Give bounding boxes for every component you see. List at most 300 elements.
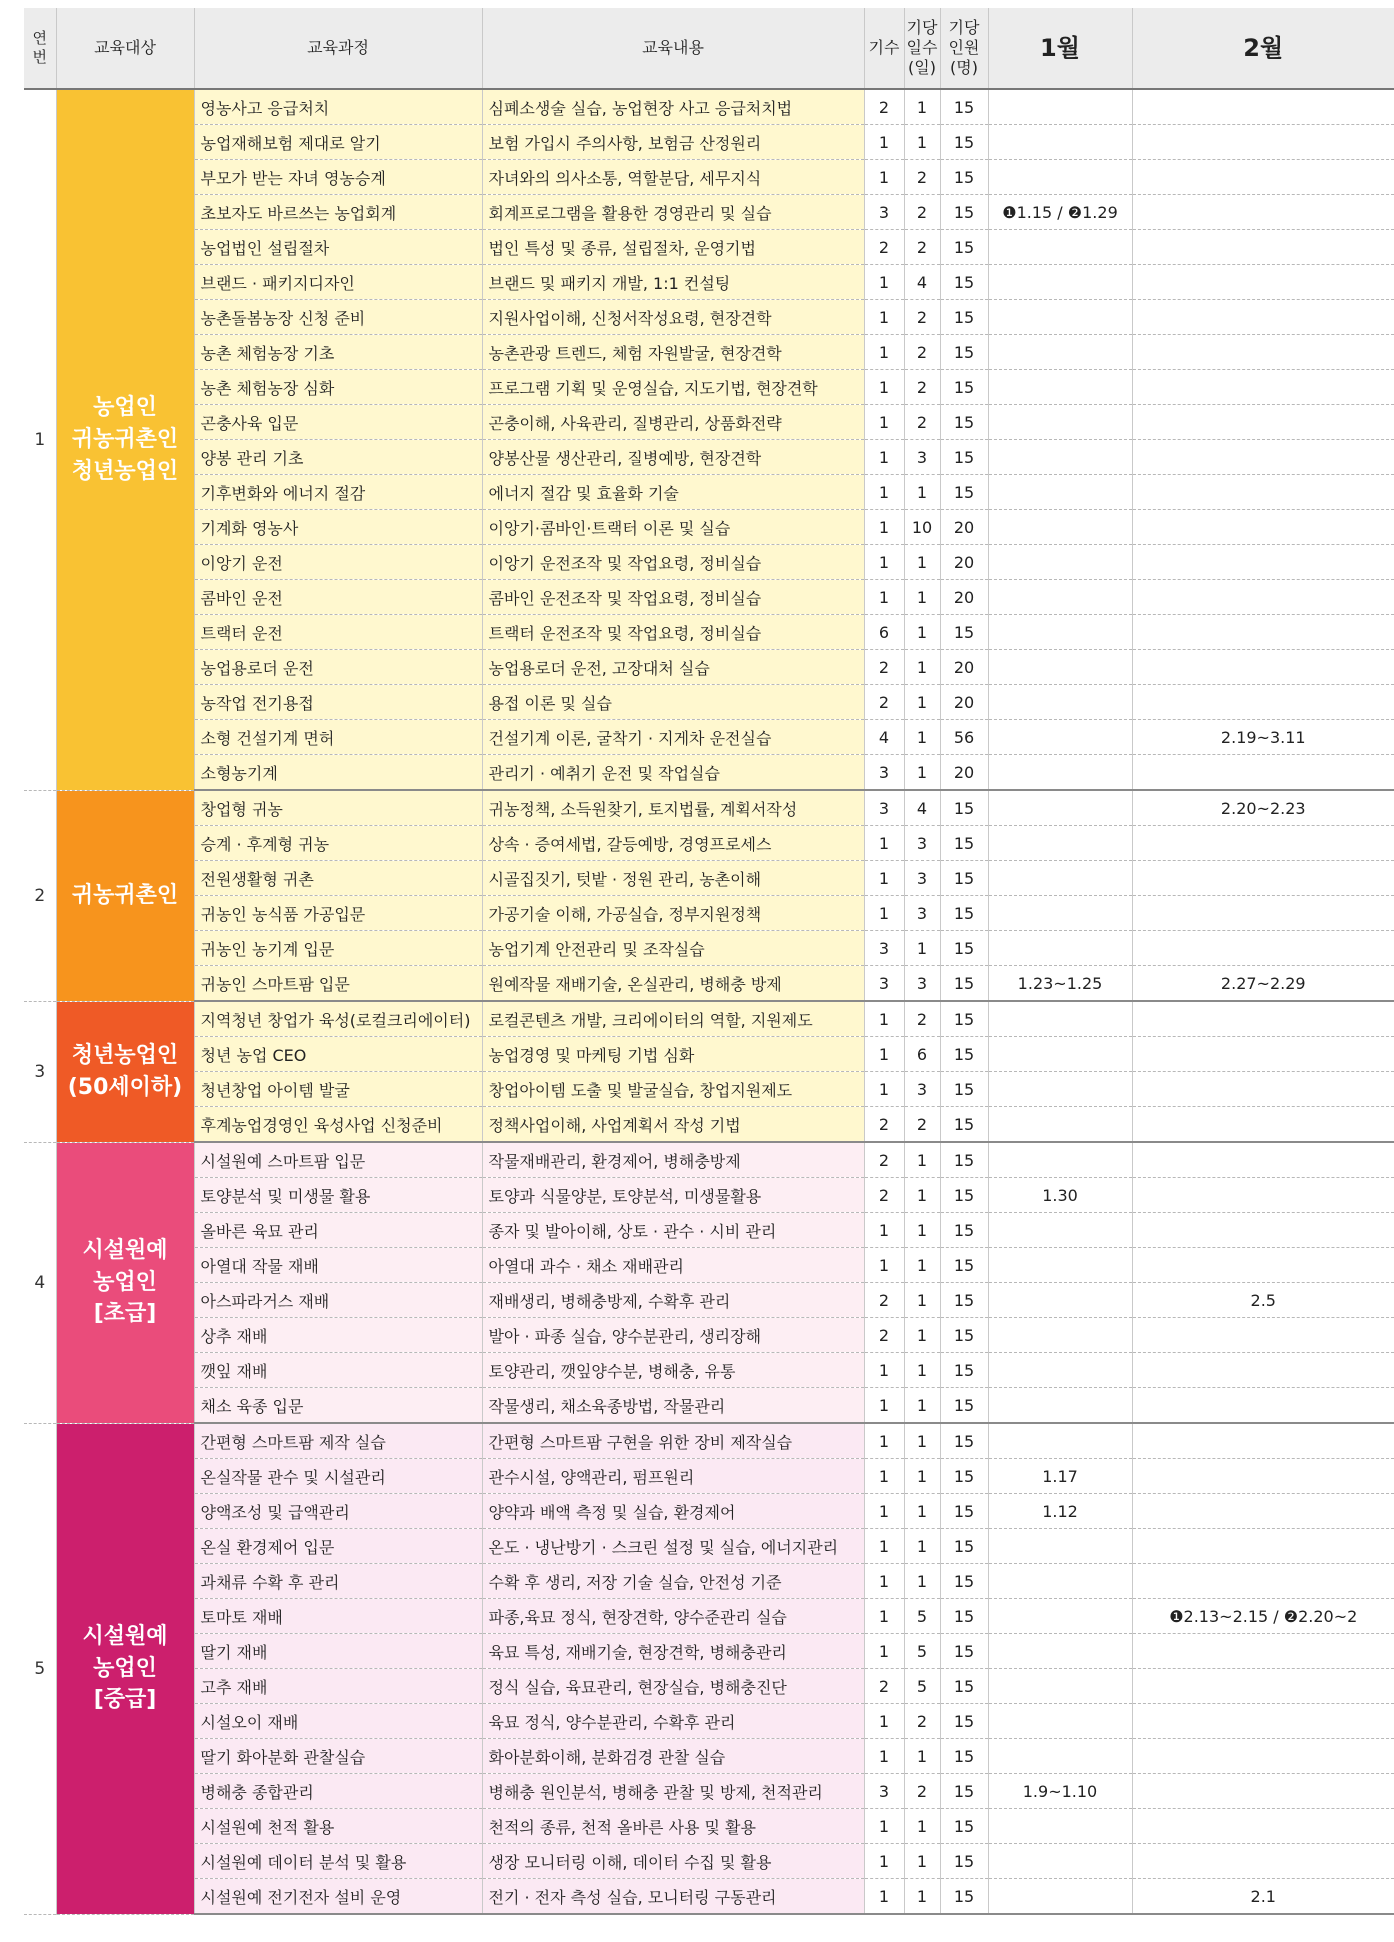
sessions-cell: 2 xyxy=(864,1318,904,1353)
course-cell: 토양분석 및 미생물 활용 xyxy=(194,1178,482,1213)
jan-date-cell xyxy=(988,1142,1132,1178)
content-cell: 파종,육묘 정식, 현장견학, 양수준관리 실습 xyxy=(482,1599,864,1634)
table-row xyxy=(24,1248,1394,1283)
people-cell: 15 xyxy=(940,615,988,650)
content-cell: 작물재배관리, 환경제어, 병해충방제 xyxy=(482,1142,864,1178)
days-cell: 3 xyxy=(904,966,940,1002)
feb-date-cell xyxy=(1132,1248,1394,1283)
table-row xyxy=(24,1669,1394,1704)
course-cell: 부모가 받는 자녀 영농승계 xyxy=(194,160,482,195)
days-cell: 1 xyxy=(904,89,940,125)
course-cell: 청년창업 아이템 발굴 xyxy=(194,1072,482,1107)
schedule-table xyxy=(24,8,1394,1915)
feb-date-cell xyxy=(1132,1107,1394,1143)
days-cell: 5 xyxy=(904,1599,940,1634)
feb-date-cell: 2.27~2.29 xyxy=(1132,966,1394,1002)
jan-date-cell xyxy=(988,265,1132,300)
content-cell: 프로그램 기획 및 운영실습, 지도기법, 현장견학 xyxy=(482,370,864,405)
jan-date-cell xyxy=(988,1353,1132,1388)
table-row xyxy=(24,1494,1394,1529)
jan-date-cell xyxy=(988,1529,1132,1564)
education-schedule-sheet xyxy=(24,8,1394,1928)
days-cell: 3 xyxy=(904,896,940,931)
people-cell: 15 xyxy=(940,1459,988,1494)
feb-date-cell xyxy=(1132,755,1394,791)
feb-date-cell xyxy=(1132,1529,1394,1564)
table-row xyxy=(24,405,1394,440)
course-cell: 초보자도 바르쓰는 농업회계 xyxy=(194,195,482,230)
people-cell: 15 xyxy=(940,826,988,861)
jan-date-cell xyxy=(988,1879,1132,1915)
header-sessions: 기수 xyxy=(864,8,904,89)
content-cell: 간편형 스마트팜 구현을 위한 장비 제작실습 xyxy=(482,1423,864,1459)
course-cell: 귀농인 농식품 가공입문 xyxy=(194,896,482,931)
people-cell: 15 xyxy=(940,1107,988,1143)
sessions-cell: 1 xyxy=(864,475,904,510)
course-cell: 귀농인 스마트팜 입문 xyxy=(194,966,482,1002)
table-row xyxy=(24,265,1394,300)
people-cell: 15 xyxy=(940,125,988,160)
content-cell: 종자 및 발아이해, 상토 · 관수 · 시비 관리 xyxy=(482,1213,864,1248)
people-cell: 15 xyxy=(940,1037,988,1072)
content-cell: 토양관리, 깻잎양수분, 병해충, 유통 xyxy=(482,1353,864,1388)
table-row xyxy=(24,1318,1394,1353)
sessions-cell: 1 xyxy=(864,1072,904,1107)
course-cell: 온실작물 관수 및 시설관리 xyxy=(194,1459,482,1494)
sessions-cell: 1 xyxy=(864,1388,904,1424)
jan-date-cell xyxy=(988,650,1132,685)
table-row xyxy=(24,896,1394,931)
jan-date-cell: ❶1.15 / ❷1.29 xyxy=(988,195,1132,230)
jan-date-cell xyxy=(988,1844,1132,1879)
sessions-cell: 1 xyxy=(864,1844,904,1879)
people-cell: 15 xyxy=(940,1809,988,1844)
people-cell: 15 xyxy=(940,1774,988,1809)
content-cell: 농업기계 안전관리 및 조작실습 xyxy=(482,931,864,966)
feb-date-cell: ❶2.13~2.15 / ❷2.20~2 xyxy=(1132,1599,1394,1634)
content-cell: 트랙터 운전조작 및 작업요령, 정비실습 xyxy=(482,615,864,650)
sessions-cell: 1 xyxy=(864,265,904,300)
course-cell: 이앙기 운전 xyxy=(194,545,482,580)
course-cell: 트랙터 운전 xyxy=(194,615,482,650)
jan-date-cell xyxy=(988,1599,1132,1634)
content-cell: 육묘 정식, 양수분관리, 수확후 관리 xyxy=(482,1704,864,1739)
days-cell: 1 xyxy=(904,755,940,791)
sessions-cell: 1 xyxy=(864,370,904,405)
sessions-cell: 1 xyxy=(864,1704,904,1739)
table-row xyxy=(24,966,1394,1002)
sessions-cell: 1 xyxy=(864,1809,904,1844)
jan-date-cell xyxy=(988,580,1132,615)
course-cell: 시설원예 전기전자 설비 운영 xyxy=(194,1879,482,1915)
course-cell: 시설원예 데이터 분석 및 활용 xyxy=(194,1844,482,1879)
people-cell: 15 xyxy=(940,931,988,966)
table-row xyxy=(24,685,1394,720)
jan-date-cell: 1.23~1.25 xyxy=(988,966,1132,1002)
table-row xyxy=(24,195,1394,230)
content-cell: 에너지 절감 및 효율화 기술 xyxy=(482,475,864,510)
content-cell: 회계프로그램을 활용한 경영관리 및 실습 xyxy=(482,195,864,230)
table-row xyxy=(24,720,1394,755)
header-jan: 1월 xyxy=(988,8,1132,89)
content-cell: 온도 · 냉난방기 · 스크린 설정 및 실습, 에너지관리 xyxy=(482,1529,864,1564)
feb-date-cell xyxy=(1132,580,1394,615)
days-cell: 4 xyxy=(904,265,940,300)
course-cell: 승계 · 후계형 귀농 xyxy=(194,826,482,861)
table-row xyxy=(24,1142,1394,1178)
table-row xyxy=(24,475,1394,510)
content-cell: 건설기계 이론, 굴착기 · 지게차 운전실습 xyxy=(482,720,864,755)
feb-date-cell xyxy=(1132,405,1394,440)
content-cell: 이앙기 운전조작 및 작업요령, 정비실습 xyxy=(482,545,864,580)
jan-date-cell xyxy=(988,896,1132,931)
jan-date-cell xyxy=(988,1704,1132,1739)
feb-date-cell xyxy=(1132,545,1394,580)
people-cell: 20 xyxy=(940,545,988,580)
sessions-cell: 4 xyxy=(864,720,904,755)
sessions-cell: 1 xyxy=(864,1599,904,1634)
days-cell: 3 xyxy=(904,1072,940,1107)
sessions-cell: 1 xyxy=(864,1001,904,1037)
people-cell: 15 xyxy=(940,300,988,335)
feb-date-cell xyxy=(1132,125,1394,160)
sessions-cell: 3 xyxy=(864,931,904,966)
course-cell: 과채류 수확 후 관리 xyxy=(194,1564,482,1599)
table-row xyxy=(24,755,1394,791)
jan-date-cell xyxy=(988,510,1132,545)
days-cell: 1 xyxy=(904,1248,940,1283)
people-cell: 15 xyxy=(940,195,988,230)
days-cell: 2 xyxy=(904,1001,940,1037)
header-course: 교육과정 xyxy=(194,8,482,89)
sessions-cell: 1 xyxy=(864,510,904,545)
content-cell: 육묘 특성, 재배기술, 현장견학, 병해충관리 xyxy=(482,1634,864,1669)
sessions-cell: 1 xyxy=(864,405,904,440)
feb-date-cell xyxy=(1132,1178,1394,1213)
days-cell: 2 xyxy=(904,160,940,195)
table-row xyxy=(24,1001,1394,1037)
jan-date-cell xyxy=(988,1072,1132,1107)
people-cell: 15 xyxy=(940,1704,988,1739)
people-cell: 20 xyxy=(940,580,988,615)
feb-date-cell xyxy=(1132,1423,1394,1459)
people-cell: 20 xyxy=(940,685,988,720)
group-target-label: 시설원예 농업인 [중급] xyxy=(56,1423,194,1914)
sessions-cell: 1 xyxy=(864,1494,904,1529)
content-cell: 전기 · 전자 측성 실습, 모니터링 구동관리 xyxy=(482,1879,864,1915)
course-cell: 양액조성 및 급액관리 xyxy=(194,1494,482,1529)
content-cell: 원예작물 재배기술, 온실관리, 병해충 방제 xyxy=(482,966,864,1002)
course-cell: 영농사고 응급처치 xyxy=(194,89,482,125)
days-cell: 1 xyxy=(904,720,940,755)
feb-date-cell xyxy=(1132,265,1394,300)
people-cell: 15 xyxy=(940,1142,988,1178)
days-cell: 1 xyxy=(904,1283,940,1318)
content-cell: 가공기술 이해, 가공실습, 정부지원정책 xyxy=(482,896,864,931)
jan-date-cell xyxy=(988,1037,1132,1072)
people-cell: 15 xyxy=(940,440,988,475)
people-cell: 15 xyxy=(940,230,988,265)
days-cell: 1 xyxy=(904,1879,940,1915)
days-cell: 1 xyxy=(904,1529,940,1564)
content-cell: 농촌관광 트렌드, 체험 자원발굴, 현장견학 xyxy=(482,335,864,370)
people-cell: 20 xyxy=(940,755,988,791)
sessions-cell: 2 xyxy=(864,685,904,720)
people-cell: 20 xyxy=(940,510,988,545)
table-row xyxy=(24,1529,1394,1564)
course-cell: 기후변화와 에너지 절감 xyxy=(194,475,482,510)
table-row xyxy=(24,160,1394,195)
jan-date-cell xyxy=(988,405,1132,440)
table-row xyxy=(24,335,1394,370)
sessions-cell: 3 xyxy=(864,195,904,230)
sessions-cell: 2 xyxy=(864,1142,904,1178)
days-cell: 2 xyxy=(904,370,940,405)
content-cell: 관리기 · 예취기 운전 및 작업실습 xyxy=(482,755,864,791)
days-cell: 10 xyxy=(904,510,940,545)
content-cell: 토양과 식물양분, 토양분석, 미생물활용 xyxy=(482,1178,864,1213)
feb-date-cell xyxy=(1132,826,1394,861)
content-cell: 자녀와의 의사소통, 역할분담, 세무지식 xyxy=(482,160,864,195)
content-cell: 곤충이해, 사육관리, 질병관리, 상품화전략 xyxy=(482,405,864,440)
content-cell: 농업용로더 운전, 고장대처 실습 xyxy=(482,650,864,685)
content-cell: 아열대 과수 · 채소 재배관리 xyxy=(482,1248,864,1283)
sessions-cell: 2 xyxy=(864,1669,904,1704)
sessions-cell: 2 xyxy=(864,1283,904,1318)
content-cell: 양약과 배액 측정 및 실습, 환경제어 xyxy=(482,1494,864,1529)
people-cell: 15 xyxy=(940,335,988,370)
sessions-cell: 3 xyxy=(864,1774,904,1809)
days-cell: 3 xyxy=(904,826,940,861)
jan-date-cell xyxy=(988,1809,1132,1844)
days-cell: 1 xyxy=(904,650,940,685)
feb-date-cell xyxy=(1132,335,1394,370)
table-row xyxy=(24,650,1394,685)
people-cell: 15 xyxy=(940,1001,988,1037)
jan-date-cell xyxy=(988,1248,1132,1283)
group-number: 3 xyxy=(24,1001,56,1142)
content-cell: 귀농정책, 소득원찾기, 토지법률, 계획서작성 xyxy=(482,790,864,826)
days-cell: 3 xyxy=(904,440,940,475)
content-cell: 이앙기·콤바인·트랙터 이론 및 실습 xyxy=(482,510,864,545)
jan-date-cell xyxy=(988,826,1132,861)
feb-date-cell xyxy=(1132,1739,1394,1774)
days-cell: 1 xyxy=(904,931,940,966)
sessions-cell: 3 xyxy=(864,966,904,1002)
people-cell: 15 xyxy=(940,966,988,1002)
feb-date-cell xyxy=(1132,1704,1394,1739)
course-cell: 시설원예 스마트팜 입문 xyxy=(194,1142,482,1178)
jan-date-cell xyxy=(988,790,1132,826)
sessions-cell: 1 xyxy=(864,1037,904,1072)
sessions-cell: 1 xyxy=(864,896,904,931)
content-cell: 천적의 종류, 천적 올바른 사용 및 활용 xyxy=(482,1809,864,1844)
days-cell: 2 xyxy=(904,1774,940,1809)
table-row xyxy=(24,1844,1394,1879)
table-row xyxy=(24,1459,1394,1494)
table-row xyxy=(24,1809,1394,1844)
days-cell: 3 xyxy=(904,861,940,896)
course-cell: 간편형 스마트팜 제작 실습 xyxy=(194,1423,482,1459)
feb-date-cell xyxy=(1132,440,1394,475)
jan-date-cell xyxy=(988,615,1132,650)
jan-date-cell: 1.9~1.10 xyxy=(988,1774,1132,1809)
sessions-cell: 3 xyxy=(864,790,904,826)
feb-date-cell xyxy=(1132,1388,1394,1424)
course-cell: 온실 환경제어 입문 xyxy=(194,1529,482,1564)
table-row xyxy=(24,1599,1394,1634)
sessions-cell: 1 xyxy=(864,1423,904,1459)
people-cell: 15 xyxy=(940,1669,988,1704)
people-cell: 15 xyxy=(940,370,988,405)
course-cell: 농촌돌봄농장 신청 준비 xyxy=(194,300,482,335)
sessions-cell: 6 xyxy=(864,615,904,650)
content-cell: 콤바인 운전조작 및 작업요령, 정비실습 xyxy=(482,580,864,615)
feb-date-cell xyxy=(1132,160,1394,195)
course-cell: 농촌 체험농장 심화 xyxy=(194,370,482,405)
sessions-cell: 1 xyxy=(864,1213,904,1248)
sessions-cell: 3 xyxy=(864,755,904,791)
table-row xyxy=(24,1072,1394,1107)
jan-date-cell xyxy=(988,300,1132,335)
course-cell: 농업재해보험 제대로 알기 xyxy=(194,125,482,160)
jan-date-cell xyxy=(988,89,1132,125)
people-cell: 15 xyxy=(940,1283,988,1318)
people-cell: 15 xyxy=(940,790,988,826)
content-cell: 용접 이론 및 실습 xyxy=(482,685,864,720)
people-cell: 15 xyxy=(940,861,988,896)
jan-date-cell xyxy=(988,545,1132,580)
course-cell: 시설원예 천적 활용 xyxy=(194,1809,482,1844)
feb-date-cell xyxy=(1132,861,1394,896)
feb-date-cell xyxy=(1132,1459,1394,1494)
feb-date-cell: 2.20~2.23 xyxy=(1132,790,1394,826)
content-cell: 지원사업이해, 신청서작성요령, 현장견학 xyxy=(482,300,864,335)
days-cell: 2 xyxy=(904,335,940,370)
course-cell: 양봉 관리 기초 xyxy=(194,440,482,475)
course-cell: 농촌 체험농장 기초 xyxy=(194,335,482,370)
sessions-cell: 1 xyxy=(864,545,904,580)
course-cell: 콤바인 운전 xyxy=(194,580,482,615)
table-row xyxy=(24,1423,1394,1459)
header-people: 기당 인원 (명) xyxy=(940,8,988,89)
group-target-label: 귀농귀촌인 xyxy=(56,790,194,1001)
course-cell: 깻잎 재배 xyxy=(194,1353,482,1388)
content-cell: 법인 특성 및 종류, 설립절차, 운영기법 xyxy=(482,230,864,265)
jan-date-cell xyxy=(988,370,1132,405)
feb-date-cell xyxy=(1132,685,1394,720)
table-row xyxy=(24,1037,1394,1072)
days-cell: 1 xyxy=(904,1318,940,1353)
course-cell: 고추 재배 xyxy=(194,1669,482,1704)
people-cell: 15 xyxy=(940,1423,988,1459)
table-row xyxy=(24,370,1394,405)
sessions-cell: 1 xyxy=(864,1353,904,1388)
content-cell: 작물생리, 채소육종방법, 작물관리 xyxy=(482,1388,864,1424)
jan-date-cell xyxy=(988,335,1132,370)
feb-date-cell xyxy=(1132,1318,1394,1353)
content-cell: 보험 가입시 주의사항, 보험금 산정원리 xyxy=(482,125,864,160)
jan-date-cell xyxy=(988,230,1132,265)
course-cell: 농업용로더 운전 xyxy=(194,650,482,685)
feb-date-cell xyxy=(1132,650,1394,685)
jan-date-cell: 1.30 xyxy=(988,1178,1132,1213)
table-row xyxy=(24,1704,1394,1739)
feb-date-cell xyxy=(1132,1564,1394,1599)
people-cell: 15 xyxy=(940,1178,988,1213)
feb-date-cell xyxy=(1132,230,1394,265)
sessions-cell: 1 xyxy=(864,160,904,195)
group-target-label: 청년농업인 (50세이하) xyxy=(56,1001,194,1142)
people-cell: 15 xyxy=(940,265,988,300)
jan-date-cell xyxy=(988,1564,1132,1599)
feb-date-cell xyxy=(1132,300,1394,335)
content-cell: 농업경영 및 마케팅 기법 심화 xyxy=(482,1037,864,1072)
days-cell: 1 xyxy=(904,1423,940,1459)
content-cell: 로컬콘텐츠 개발, 크리에이터의 역할, 지원제도 xyxy=(482,1001,864,1037)
jan-date-cell xyxy=(988,440,1132,475)
jan-date-cell xyxy=(988,1107,1132,1143)
content-cell: 관수시설, 양액관리, 펌프원리 xyxy=(482,1459,864,1494)
people-cell: 15 xyxy=(940,1529,988,1564)
sessions-cell: 2 xyxy=(864,1107,904,1143)
days-cell: 2 xyxy=(904,300,940,335)
course-cell: 농업법인 설립절차 xyxy=(194,230,482,265)
course-cell: 후계농업경영인 육성사업 신청준비 xyxy=(194,1107,482,1143)
feb-date-cell xyxy=(1132,1353,1394,1388)
header-feb: 2월 xyxy=(1132,8,1394,89)
content-cell: 발아 · 파종 실습, 양수분관리, 생리장해 xyxy=(482,1318,864,1353)
table-row xyxy=(24,545,1394,580)
table-row xyxy=(24,615,1394,650)
table-row xyxy=(24,1107,1394,1143)
course-cell: 딸기 재배 xyxy=(194,1634,482,1669)
people-cell: 15 xyxy=(940,1564,988,1599)
course-cell: 상추 재배 xyxy=(194,1318,482,1353)
course-cell: 아열대 작물 재배 xyxy=(194,1248,482,1283)
group-number: 4 xyxy=(24,1142,56,1423)
feb-date-cell xyxy=(1132,896,1394,931)
header-no: 연번 xyxy=(24,8,56,89)
people-cell: 15 xyxy=(940,1072,988,1107)
course-cell: 토마토 재배 xyxy=(194,1599,482,1634)
table-row xyxy=(24,125,1394,160)
people-cell: 15 xyxy=(940,1318,988,1353)
header-content: 교육내용 xyxy=(482,8,864,89)
days-cell: 1 xyxy=(904,1353,940,1388)
sessions-cell: 1 xyxy=(864,335,904,370)
course-cell: 전원생활형 귀촌 xyxy=(194,861,482,896)
people-cell: 15 xyxy=(940,1879,988,1915)
days-cell: 1 xyxy=(904,685,940,720)
content-cell: 양봉산물 생산관리, 질병예방, 현장견학 xyxy=(482,440,864,475)
feb-date-cell xyxy=(1132,931,1394,966)
feb-date-cell xyxy=(1132,1669,1394,1704)
jan-date-cell xyxy=(988,160,1132,195)
table-row xyxy=(24,826,1394,861)
table-row xyxy=(24,931,1394,966)
jan-date-cell xyxy=(988,1669,1132,1704)
course-cell: 곤충사육 입문 xyxy=(194,405,482,440)
course-cell: 시설오이 재배 xyxy=(194,1704,482,1739)
days-cell: 1 xyxy=(904,475,940,510)
table-row xyxy=(24,1388,1394,1424)
people-cell: 15 xyxy=(940,1844,988,1879)
people-cell: 15 xyxy=(940,1634,988,1669)
jan-date-cell xyxy=(988,1388,1132,1424)
feb-date-cell xyxy=(1132,1809,1394,1844)
header-target: 교육대상 xyxy=(56,8,194,89)
